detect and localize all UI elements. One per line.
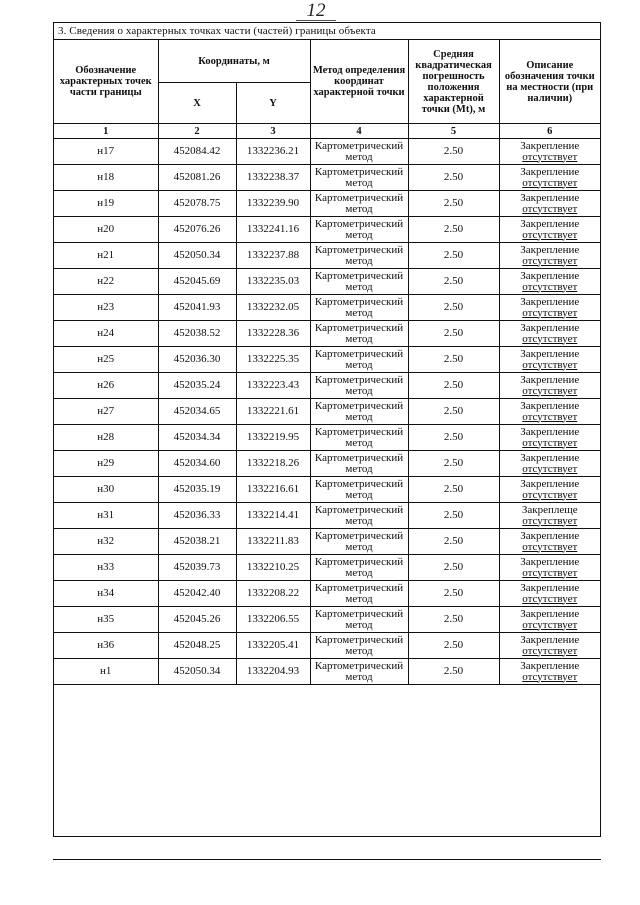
- point-cell: н1: [54, 659, 158, 685]
- x-coordinate-cell: 452035.19: [158, 477, 236, 503]
- table-row: [54, 295, 600, 321]
- point-cell: н24: [54, 321, 158, 347]
- method-cell: Картометрический метод: [310, 503, 408, 529]
- header-x: X: [158, 83, 236, 124]
- header-error: Средняя квадратическая погрешность положения характерной точки (Mt), м: [408, 40, 499, 124]
- x-coordinate-cell: 452081.26: [158, 165, 236, 191]
- column-number: 4: [310, 124, 408, 139]
- description-line-1: Закрепление: [520, 659, 580, 672]
- error-cell: 2.50: [408, 633, 499, 659]
- table-row: [54, 347, 600, 373]
- description-cell: [499, 191, 600, 217]
- description-cell: [499, 659, 600, 685]
- error-cell: 2.50: [408, 347, 499, 373]
- point-cell: н29: [54, 451, 158, 477]
- header-y: Y: [236, 83, 310, 124]
- description-line-1: Закрепление: [520, 321, 580, 334]
- method-cell: Картометрический метод: [310, 425, 408, 451]
- error-cell: 2.50: [408, 529, 499, 555]
- table-row: [54, 659, 600, 685]
- table-row: [54, 607, 600, 633]
- error-cell: 2.50: [408, 165, 499, 191]
- description-line-1: Закрепление: [520, 217, 580, 230]
- description-line-1: Закрепление: [520, 581, 580, 594]
- method-cell: Картометрический метод: [310, 295, 408, 321]
- description-line-1: Закрепление: [520, 347, 580, 360]
- error-cell: 2.50: [408, 191, 499, 217]
- point-cell: н20: [54, 217, 158, 243]
- method-cell: Картометрический метод: [310, 165, 408, 191]
- description-line-1: Закрепление: [520, 477, 580, 490]
- y-coordinate-cell: 1332211.83: [236, 529, 310, 555]
- table-row: [54, 217, 600, 243]
- table-row: [54, 165, 600, 191]
- description-cell: [499, 425, 600, 451]
- point-cell: н18: [54, 165, 158, 191]
- y-coordinate-cell: 1332218.26: [236, 451, 310, 477]
- column-number: 1: [54, 124, 158, 139]
- description-cell: [499, 139, 600, 165]
- description-cell: [499, 477, 600, 503]
- description-cell: [499, 243, 600, 269]
- point-cell: н32: [54, 529, 158, 555]
- method-cell: Картометрический метод: [310, 451, 408, 477]
- description-cell: [499, 347, 600, 373]
- y-coordinate-cell: 1332238.37: [236, 165, 310, 191]
- table-row: [54, 321, 600, 347]
- error-cell: 2.50: [408, 139, 499, 165]
- description-line-2: отсутствует: [522, 618, 578, 631]
- description-cell: [499, 295, 600, 321]
- x-coordinate-cell: 452038.21: [158, 529, 236, 555]
- y-coordinate-cell: 1332219.95: [236, 425, 310, 451]
- error-cell: 2.50: [408, 477, 499, 503]
- description-line-2: отсутствует: [522, 202, 578, 215]
- point-cell: н30: [54, 477, 158, 503]
- description-line-2: отсутствует: [522, 384, 578, 397]
- point-cell: н21: [54, 243, 158, 269]
- error-cell: 2.50: [408, 503, 499, 529]
- method-cell: Картометрический метод: [310, 217, 408, 243]
- table-row: [54, 399, 600, 425]
- description-line-1: Закрепление: [520, 607, 580, 620]
- y-coordinate-cell: 1332214.41: [236, 503, 310, 529]
- error-cell: 2.50: [408, 451, 499, 477]
- error-cell: 2.50: [408, 295, 499, 321]
- description-line-1: Закрепление: [520, 373, 580, 386]
- description-line-2: отсутствует: [522, 358, 578, 371]
- x-coordinate-cell: 452034.65: [158, 399, 236, 425]
- table-row: [54, 633, 600, 659]
- method-cell: Картометрический метод: [310, 347, 408, 373]
- description-cell: [499, 581, 600, 607]
- description-cell: [499, 399, 600, 425]
- x-coordinate-cell: 452050.34: [158, 243, 236, 269]
- description-line-2: отсутствует: [522, 566, 578, 579]
- description-line-2: отсутствует: [522, 540, 578, 553]
- error-cell: 2.50: [408, 581, 499, 607]
- column-number: 2: [158, 124, 236, 139]
- x-coordinate-cell: 452050.34: [158, 659, 236, 685]
- description-line-1: Закрепление: [520, 295, 580, 308]
- table-row: [54, 373, 600, 399]
- y-coordinate-cell: 1332237.88: [236, 243, 310, 269]
- method-cell: Картометрический метод: [310, 243, 408, 269]
- description-cell: [499, 269, 600, 295]
- point-cell: н33: [54, 555, 158, 581]
- x-coordinate-cell: 452034.60: [158, 451, 236, 477]
- y-coordinate-cell: 1332228.36: [236, 321, 310, 347]
- table-row: [54, 269, 600, 295]
- description-line-1: Закрепление: [520, 399, 580, 412]
- section-title: 3. Сведения о характерных точках части (частей) границы объекта: [54, 23, 600, 40]
- method-cell: Картометрический метод: [310, 191, 408, 217]
- y-coordinate-cell: 1332208.22: [236, 581, 310, 607]
- x-coordinate-cell: 452036.33: [158, 503, 236, 529]
- description-line-2: отсутствует: [522, 488, 578, 501]
- document-frame: [53, 22, 601, 837]
- y-coordinate-cell: 1332241.16: [236, 217, 310, 243]
- point-cell: н36: [54, 633, 158, 659]
- x-coordinate-cell: 452076.26: [158, 217, 236, 243]
- header-point: Обозначение характерных точек части границы: [54, 40, 158, 124]
- description-line-2: отсутствует: [522, 150, 578, 163]
- table-row: [54, 139, 600, 165]
- method-cell: Картометрический метод: [310, 373, 408, 399]
- table-row: [54, 477, 600, 503]
- method-cell: Картометрический метод: [310, 555, 408, 581]
- x-coordinate-cell: 452038.52: [158, 321, 236, 347]
- description-cell: [499, 529, 600, 555]
- description-line-2: отсутствует: [522, 670, 578, 683]
- method-cell: Картометрический метод: [310, 477, 408, 503]
- method-cell: Картометрический метод: [310, 529, 408, 555]
- method-cell: Картометрический метод: [310, 607, 408, 633]
- y-coordinate-cell: 1332235.03: [236, 269, 310, 295]
- x-coordinate-cell: 452045.26: [158, 607, 236, 633]
- description-line-2: отсутствует: [522, 436, 578, 449]
- description-line-1: Закрепление: [520, 633, 580, 646]
- description-line-2: отсутствует: [522, 592, 578, 605]
- method-cell: Картометрический метод: [310, 139, 408, 165]
- description-line-1: Закрепление: [520, 451, 580, 464]
- error-cell: 2.50: [408, 607, 499, 633]
- table-row: [54, 191, 600, 217]
- page-number: 12: [296, 2, 336, 21]
- y-coordinate-cell: 1332204.93: [236, 659, 310, 685]
- table-body: [54, 139, 600, 685]
- description-line-2: отсутствует: [522, 228, 578, 241]
- description-line-1: Закрепление: [520, 139, 580, 152]
- x-coordinate-cell: 452084.42: [158, 139, 236, 165]
- description-cell: [499, 503, 600, 529]
- method-cell: Картометрический метод: [310, 399, 408, 425]
- point-cell: н25: [54, 347, 158, 373]
- footer-divider: [53, 859, 601, 860]
- point-cell: н22: [54, 269, 158, 295]
- error-cell: 2.50: [408, 425, 499, 451]
- description-cell: [499, 607, 600, 633]
- header-method: Метод определения координат характерной точки: [310, 40, 408, 124]
- description-line-2: отсутствует: [522, 280, 578, 293]
- description-cell: [499, 555, 600, 581]
- x-coordinate-cell: 452039.73: [158, 555, 236, 581]
- y-coordinate-cell: 1332205.41: [236, 633, 310, 659]
- point-cell: н31: [54, 503, 158, 529]
- description-line-2: отсутствует: [522, 254, 578, 267]
- description-cell: [499, 373, 600, 399]
- point-cell: н23: [54, 295, 158, 321]
- error-cell: 2.50: [408, 555, 499, 581]
- error-cell: 2.50: [408, 217, 499, 243]
- table-row: [54, 529, 600, 555]
- description-line-1: Закрепление: [520, 191, 580, 204]
- description-line-1: Закрепление: [520, 243, 580, 256]
- y-coordinate-cell: 1332223.43: [236, 373, 310, 399]
- description-line-2: отсутствует: [522, 462, 578, 475]
- point-cell: н28: [54, 425, 158, 451]
- description-cell: [499, 451, 600, 477]
- x-coordinate-cell: 452041.93: [158, 295, 236, 321]
- method-cell: Картометрический метод: [310, 581, 408, 607]
- error-cell: 2.50: [408, 399, 499, 425]
- column-number: 6: [499, 124, 600, 139]
- method-cell: Картометрический метод: [310, 659, 408, 685]
- y-coordinate-cell: 1332239.90: [236, 191, 310, 217]
- error-cell: 2.50: [408, 373, 499, 399]
- x-coordinate-cell: 452045.69: [158, 269, 236, 295]
- x-coordinate-cell: 452034.34: [158, 425, 236, 451]
- point-cell: н26: [54, 373, 158, 399]
- point-cell: н35: [54, 607, 158, 633]
- y-coordinate-cell: 1332221.61: [236, 399, 310, 425]
- points-table: [54, 40, 600, 685]
- description-cell: [499, 217, 600, 243]
- error-cell: 2.50: [408, 321, 499, 347]
- y-coordinate-cell: 1332232.05: [236, 295, 310, 321]
- description-line-1: Закрепление: [520, 555, 580, 568]
- point-cell: н34: [54, 581, 158, 607]
- description-line-1: Закрепление: [520, 165, 580, 178]
- table-row: [54, 555, 600, 581]
- error-cell: 2.50: [408, 269, 499, 295]
- description-line-2: отсутствует: [522, 306, 578, 319]
- x-coordinate-cell: 452078.75: [158, 191, 236, 217]
- table-row: [54, 425, 600, 451]
- description-cell: [499, 321, 600, 347]
- error-cell: 2.50: [408, 659, 499, 685]
- header-description: Описание обозначения точки на местности (при наличии): [499, 40, 600, 124]
- error-cell: 2.50: [408, 243, 499, 269]
- y-coordinate-cell: 1332225.35: [236, 347, 310, 373]
- description-line-1: Закреплеще: [521, 503, 578, 516]
- header-coordinates: Координаты, м: [158, 40, 310, 83]
- y-coordinate-cell: 1332206.55: [236, 607, 310, 633]
- description-line-1: Закрепление: [520, 269, 580, 282]
- method-cell: Картометрический метод: [310, 269, 408, 295]
- table-row: [54, 451, 600, 477]
- column-number: 5: [408, 124, 499, 139]
- table-row: [54, 581, 600, 607]
- x-coordinate-cell: 452035.24: [158, 373, 236, 399]
- description-line-1: Закрепление: [520, 425, 580, 438]
- y-coordinate-cell: 1332216.61: [236, 477, 310, 503]
- description-line-2: отсутствует: [522, 332, 578, 345]
- x-coordinate-cell: 452036.30: [158, 347, 236, 373]
- description-line-1: Закрепление: [520, 529, 580, 542]
- description-cell: [499, 165, 600, 191]
- table-row: [54, 243, 600, 269]
- y-coordinate-cell: 1332236.21: [236, 139, 310, 165]
- method-cell: Картометрический метод: [310, 633, 408, 659]
- y-coordinate-cell: 1332210.25: [236, 555, 310, 581]
- method-cell: Картометрический метод: [310, 321, 408, 347]
- description-cell: [499, 633, 600, 659]
- point-cell: н19: [54, 191, 158, 217]
- description-line-2: отсутствует: [522, 410, 578, 423]
- table-row: [54, 503, 600, 529]
- description-line-2: отсутствует: [522, 644, 578, 657]
- x-coordinate-cell: 452042.40: [158, 581, 236, 607]
- point-cell: н17: [54, 139, 158, 165]
- description-line-2: отсутствует: [522, 514, 578, 527]
- description-line-2: отсутствует: [522, 176, 578, 189]
- x-coordinate-cell: 452048.25: [158, 633, 236, 659]
- column-number: 3: [236, 124, 310, 139]
- point-cell: н27: [54, 399, 158, 425]
